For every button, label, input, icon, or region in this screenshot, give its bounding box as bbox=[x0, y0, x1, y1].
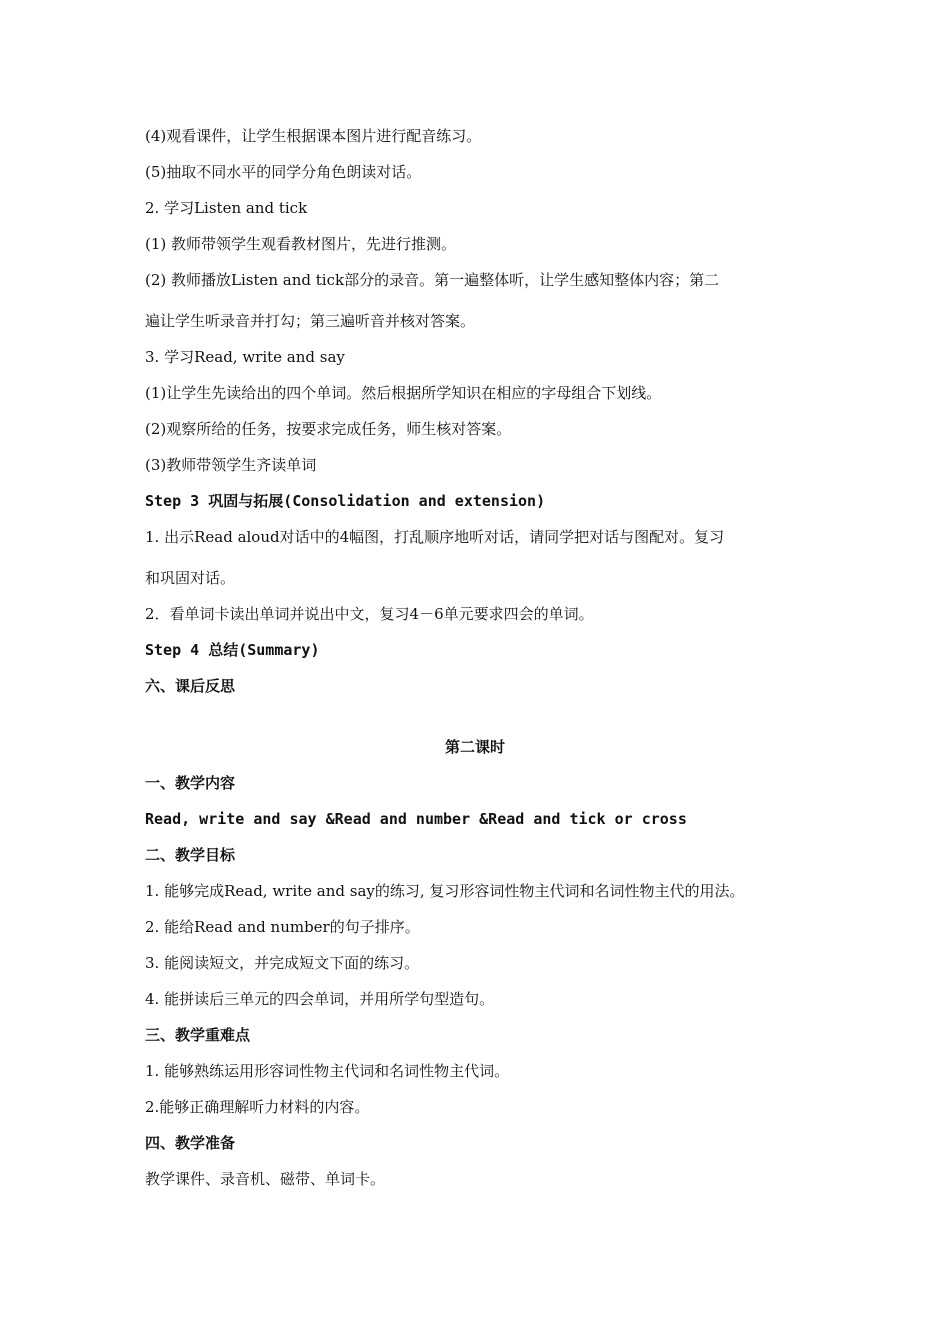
heading-reflection: 六、课后反思 bbox=[145, 677, 236, 695]
paragraph-rws-3: (3)教师带领学生齐读单词 bbox=[145, 456, 317, 474]
paragraph-rws-1: (1)让学生先读给出的四个单词。然后根据所学知识在相应的字母组合下划线。 bbox=[145, 384, 662, 402]
paragraph-consolidation-2: 2．看单词卡读出单词并说出中文，复习4－6单元要求四会的单词。 bbox=[145, 605, 594, 623]
goal-item-2: 2. 能给Read and number的句子排序。 bbox=[145, 918, 420, 936]
paragraph-tick-1: (1) 教师带领学生观看教材图片，先进行推测。 bbox=[145, 235, 457, 253]
section-listen-and-tick: 2. 学习Listen and tick bbox=[145, 199, 308, 217]
preparation-text: 教学课件、录音机、磁带、单词卡。 bbox=[145, 1170, 386, 1188]
heading-step-3: Step 3 巩固与拓展(Consolidation and extension) bbox=[145, 492, 546, 510]
paragraph-step-4: (4)观看课件，让学生根据课本图片进行配音练习。 bbox=[145, 127, 482, 145]
goal-item-1: 1. 能够完成Read, write and say的练习, 复习形容词性物主代词和名词性物主代的用法。 bbox=[145, 882, 745, 900]
paragraph-consolidation-1: 1. 出示Read aloud对话中的4幅图，打乱顺序地听对话，请同学把对话与图配对。复习 bbox=[145, 528, 725, 546]
heading-key-points: 三、教学重难点 bbox=[145, 1026, 251, 1044]
paragraph-consolidation-1-cont: 和巩固对话。 bbox=[145, 569, 236, 587]
heading-teaching-goals: 二、教学目标 bbox=[145, 846, 236, 864]
section-read-write-say: 3. 学习Read, write and say bbox=[145, 348, 345, 366]
paragraph-tick-2: (2) 教师播放Listen and tick部分的录音。第一遍整体听，让学生感知整体内容；第二 bbox=[145, 271, 720, 289]
paragraph-step-5: (5)抽取不同水平的同学分角色朗读对话。 bbox=[145, 163, 422, 181]
goal-item-3: 3. 能阅读短文，并完成短文下面的练习。 bbox=[145, 954, 420, 972]
heading-teaching-content: 一、教学内容 bbox=[145, 774, 236, 792]
goal-item-4: 4. 能拼读后三单元的四会单词，并用所学句型造句。 bbox=[145, 990, 495, 1008]
lesson-2-title: 第二课时 bbox=[444, 738, 505, 756]
teaching-content-text: Read, write and say &Read and number &Read and tick or cross bbox=[145, 810, 687, 828]
heading-preparation: 四、教学准备 bbox=[145, 1134, 236, 1152]
paragraph-tick-2-cont: 遍让学生听录音并打勾；第三遍听音并核对答案。 bbox=[145, 312, 476, 330]
heading-step-4: Step 4 总结(Summary) bbox=[145, 641, 320, 659]
key-point-1: 1. 能够熟练运用形容词性物主代词和名词性物主代词。 bbox=[145, 1062, 510, 1080]
key-point-2: 2.能够正确理解听力材料的内容。 bbox=[145, 1098, 370, 1116]
paragraph-rws-2: (2)观察所给的任务，按要求完成任务，师生核对答案。 bbox=[145, 420, 512, 438]
